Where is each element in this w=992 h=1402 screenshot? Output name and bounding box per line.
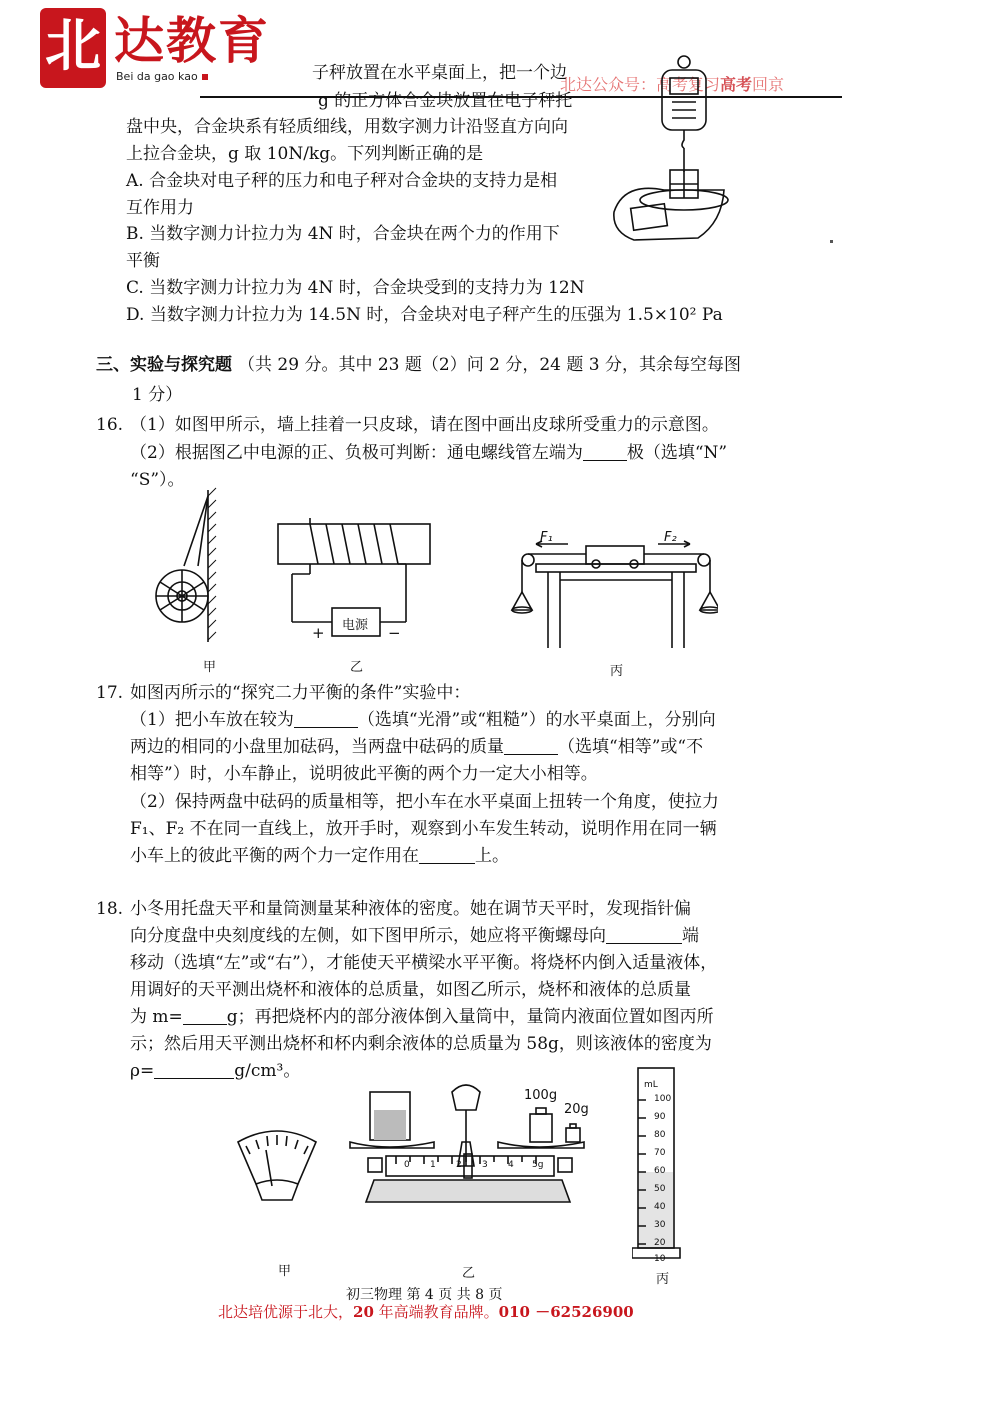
q15-line-2: g 的正方体合金块放置在电子秤托 <box>318 91 573 111</box>
fig-jia-pointer-dial <box>232 1124 322 1204</box>
brand-name: 达教育 <box>114 11 270 70</box>
q15-option-a: A. 合金块对电子秤的压力和电子秤对合金块的支持力是相 <box>126 171 558 191</box>
q18-line-5: 为 m= g；再把烧杯内的部分液体倒入量筒中，量筒内液面位置如图丙所 <box>130 1007 714 1027</box>
weight-20g-label: 20g <box>564 1102 589 1117</box>
rider-tick-1: 1 <box>430 1160 436 1170</box>
cylinder-tick-90: 90 <box>654 1112 666 1122</box>
q15-option-a-cont: 互作用力 <box>126 198 194 218</box>
cylinder-tick-60: 60 <box>654 1166 666 1176</box>
q15-line-3: 盘中央，合金块系有轻质细线，用数字测力计沿竖直方向向 <box>126 117 568 137</box>
rider-tick-0: 0 <box>404 1160 410 1170</box>
q18-line-3: 移动（选填“左”或“右”），才能使天平横梁水平平衡。将烧杯内倒入适量液体， <box>130 953 718 973</box>
cylinder-tick-20: 20 <box>654 1238 666 1248</box>
q18-fig-jia-caption: 甲 <box>278 1264 292 1279</box>
fig-yi-caption: 乙 <box>350 660 364 675</box>
q15-figure-scale <box>604 52 844 252</box>
fig-bing-cart-table <box>508 530 718 658</box>
cylinder-tick-10: 10 <box>654 1254 666 1264</box>
q17-line-5: （2）保持两盘中砝码的质量相等，把小车在水平桌面上扭转一个角度，使拉力 <box>130 792 719 812</box>
q18-line-1: 小冬用托盘天平和量筒测量某种液体的密度。她在调节天平时，发现指针偏 <box>130 899 691 919</box>
q17-blank-1[interactable] <box>294 709 358 728</box>
rider-tick-5: 5g <box>532 1160 544 1170</box>
q18-blank-2[interactable] <box>183 1006 227 1025</box>
q18-fig-yi-caption: 乙 <box>462 1266 476 1281</box>
power-plus-sign: + <box>312 624 325 642</box>
q16-blank[interactable] <box>583 442 627 461</box>
section3-title: 三、实验与探究题 <box>96 355 232 375</box>
power-minus-sign: − <box>388 624 401 642</box>
q16-line-3: “S”）。 <box>130 470 185 490</box>
logo-badge <box>40 8 106 88</box>
q18-blank-1[interactable] <box>606 925 682 944</box>
q15-option-d: D. 当数字测力计拉力为 14.5N 时，合金块对电子秤产生的压强为 1.5×10² Pa <box>126 305 723 325</box>
fig-jia-caption: 甲 <box>203 660 217 675</box>
watermark: 北达公众号：高考复习高考回京 <box>560 75 785 94</box>
footer-ad: 北达培优源于北大，20 年高端教育品牌。010 －62526900 <box>218 1303 634 1321</box>
q15-option-b-cont: 平衡 <box>126 251 160 271</box>
force-f2-label: F₂ <box>664 530 677 545</box>
q17-line-6: F₁、F₂ 不在同一直线上，放开手时，观察到小车发生转动，说明作用在同一辆 <box>130 819 717 839</box>
cylinder-tick-40: 40 <box>654 1202 666 1212</box>
q17-line-4: 相等”）时，小车静止，说明彼此平衡的两个力一定大小相等。 <box>130 764 598 784</box>
cylinder-tick-50: 50 <box>654 1184 666 1194</box>
section3-desc-1: （共 29 分。其中 23 题（2）问 2 分，24 题 3 分，其余每空每图 <box>238 355 741 375</box>
q17-number: 17. <box>96 683 124 703</box>
q15-line-4: 上拉合金块，g 取 10N/kg。下列判断正确的是 <box>126 144 484 164</box>
q18-line-2: 向分度盘中央刻度线的左侧，如下图甲所示，她应将平衡螺母向 端 <box>130 926 699 946</box>
section3-desc-2: 1 分） <box>132 385 183 405</box>
fig-jia-ball-on-wall <box>150 486 230 646</box>
q17-line-3: 两边的相同的小盘里加砝码，当两盘中砝码的质量 （选填“相等”或“不 <box>130 737 704 757</box>
cylinder-tick-70: 70 <box>654 1148 666 1158</box>
q17-line-7: 小车上的彼此平衡的两个力一定作用在 上。 <box>130 846 509 866</box>
q18-line-4: 用调好的天平测出烧杯和液体的总质量，如图乙所示，烧杯和液体的总质量 <box>130 980 691 1000</box>
rider-tick-4: 4 <box>508 1160 514 1170</box>
q17-line-2: （1）把小车放在较为 （选填“光滑”或“粗糙”）的水平桌面上，分别向 <box>130 710 716 730</box>
q18-line-6: 示；然后用天平测出烧杯和杯内剩余液体的总质量为 58g，则该液体的密度为 <box>130 1034 712 1054</box>
page-number: 初三物理 第 4 页 共 8 页 <box>346 1287 503 1303</box>
cylinder-tick-80: 80 <box>654 1130 666 1140</box>
q17-blank-2[interactable] <box>504 736 558 755</box>
cylinder-tick-30: 30 <box>654 1220 666 1230</box>
logo-char: 北 <box>45 14 101 79</box>
q15-line-1: 子秤放置在水平桌面上，把一个边 <box>312 63 567 83</box>
q16-line-2: （2）根据图乙中电源的正、负极可判断：通电螺线管左端为 极（选填“N” <box>130 443 728 463</box>
q17-line-1: 如图丙所示的“探究二力平衡的条件”实验中： <box>130 683 471 703</box>
stray-mark <box>830 240 833 243</box>
force-f1-label: F₁ <box>540 530 553 545</box>
q15-option-b: B. 当数字测力计拉力为 4N 时，合金块在两个力的作用下 <box>126 224 560 244</box>
q17-blank-3[interactable] <box>419 845 475 864</box>
q16-line-1: （1）如图甲所示，墙上挂着一只皮球，请在图中画出皮球所受重力的示意图。 <box>130 415 719 435</box>
rider-tick-3: 3 <box>482 1160 488 1170</box>
cylinder-unit: mL <box>644 1080 658 1090</box>
rider-tick-2: 2 <box>456 1160 462 1170</box>
cylinder-tick-100: 100 <box>654 1094 672 1104</box>
q18-number: 18. <box>96 899 124 919</box>
q18-blank-3[interactable] <box>154 1060 234 1079</box>
brand-subtitle: Bei da gao kao <box>116 70 208 83</box>
q18-fig-bing-caption: 丙 <box>656 1272 670 1287</box>
power-source-label: 电源 <box>342 618 369 633</box>
weight-100g-label: 100g <box>524 1088 558 1103</box>
q15-option-c: C. 当数字测力计拉力为 4N 时，合金块受到的支持力为 12N <box>126 278 585 298</box>
q18-line-7: ρ= g/cm³。 <box>130 1061 301 1081</box>
fig-bing-caption: 丙 <box>610 664 624 679</box>
q16-number: 16. <box>96 415 124 435</box>
